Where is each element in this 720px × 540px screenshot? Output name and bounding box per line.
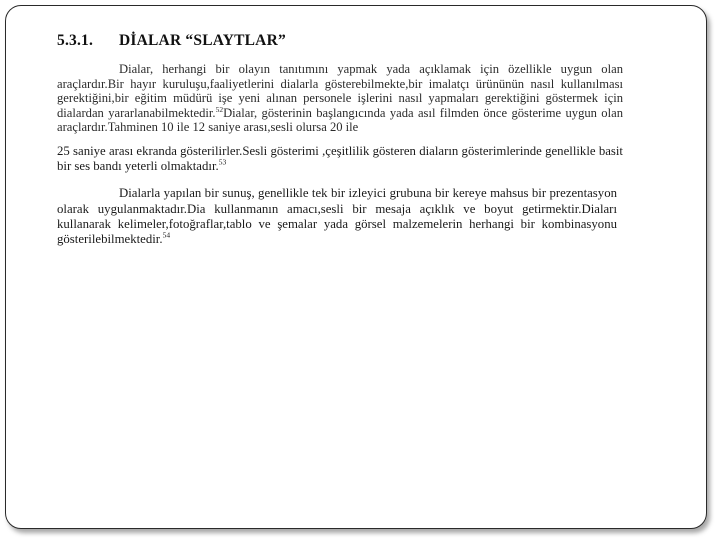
section-title: DİALAR “SLAYTLAR” bbox=[119, 32, 286, 49]
paragraph-2 bbox=[57, 144, 623, 174]
paragraph-1-text-continued: Dialar, gösterinin başlangıcında yada asıl filmden önce gösterime uygun olan araçlardır.Tahminen 10 ile 12 saniye arası,sesli olursa 20 ile bbox=[57, 105, 623, 135]
footnote-ref-53: 53 bbox=[218, 157, 227, 167]
footnote-ref-54: 54 bbox=[162, 230, 171, 240]
paragraph-2-text: 25 saniye arası ekranda gösterilirler.Sesli gösterimi ,çeşitlilik gösteren diaların gösterimlerinde genellikle basit bir ses bandı yeterli olmaktadır. bbox=[57, 143, 623, 174]
paragraph-1-text: Dialar, herhangi bir olayın tanıtımını yapmak yada açıklamak için özellikle uygun olan araçlardır.Bir hayır kuruluşu,faaliyetlerini dialarla gösterebilmekte,bir imalatçı ürününün nasıl kullanılması gerektiğini,bir eğitim müdürü işe yeni alınan personele işlerini nasıl yapmaları gerektiğini göstermek için dialardan yararlanabilmektedir. bbox=[57, 62, 623, 120]
section-number: 5.3.1. bbox=[57, 32, 94, 49]
paragraph-1 bbox=[57, 62, 623, 135]
paragraph-3-text: Dialarla yapılan bir sunuş, genellikle tek bir izleyici grubuna bir kereye mahsus bir prezentasyon olarak uygulanmaktadır.Dia kullanmanın amacı,sesli bir mesaja açıklık ve boyut getirmektir.Diaları kullanarak kelimeler,fotoğraflar,tablo ve şemalar yada görsel malzemelerin herhangi bir kombinasyonu gösterilebilmektedir. bbox=[57, 186, 617, 246]
footnote-ref-52: 52 bbox=[215, 104, 224, 114]
section-heading bbox=[57, 32, 623, 50]
paragraph-3 bbox=[57, 186, 617, 247]
document-page bbox=[57, 32, 623, 247]
